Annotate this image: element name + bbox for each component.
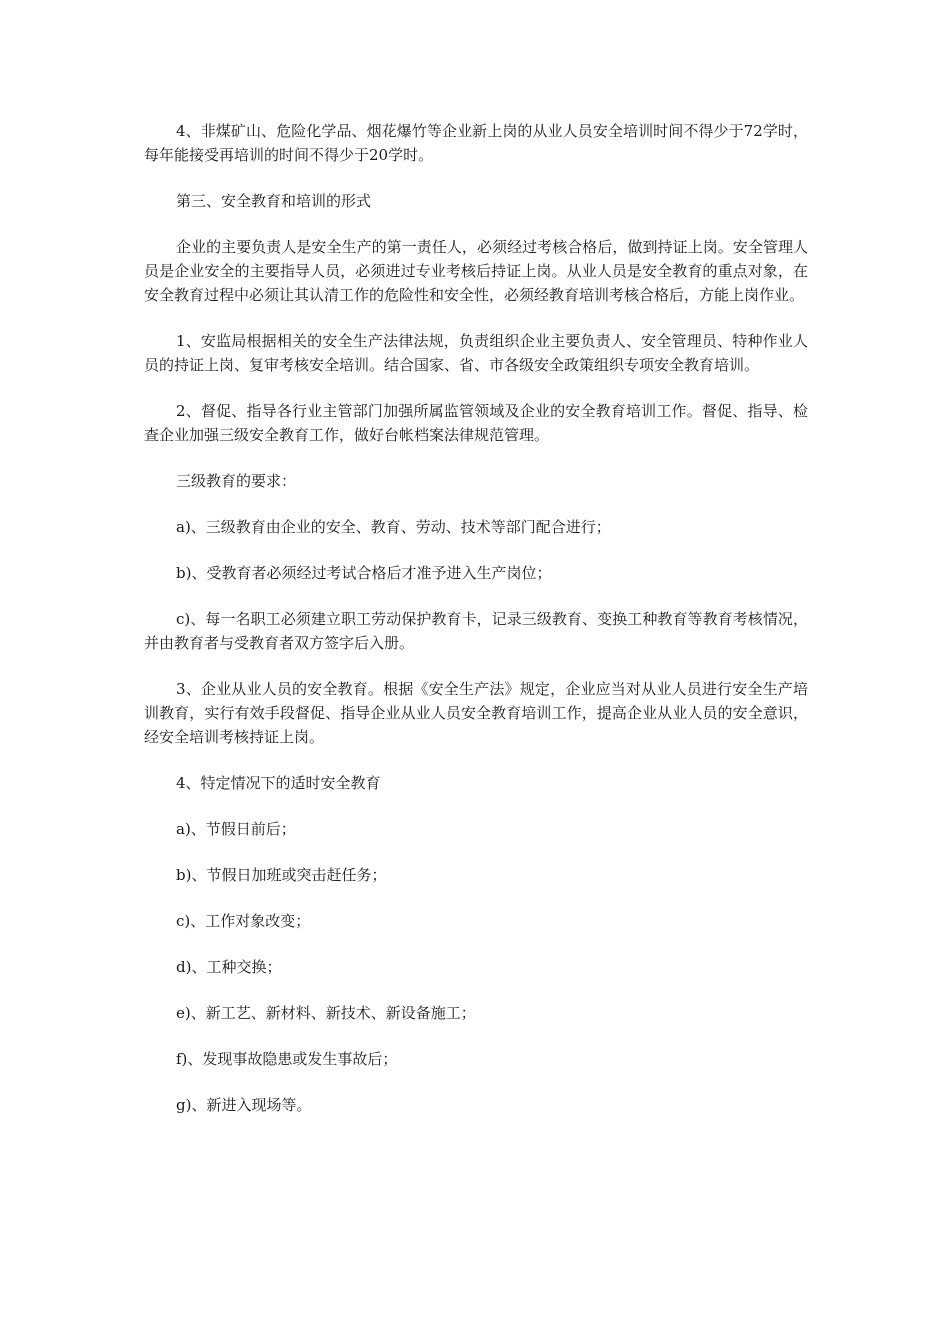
list-item-d: d)、工种交换； <box>176 958 282 976</box>
list-item-f: f)、发现事故隐患或发生事故后； <box>176 1050 398 1068</box>
list-item-a: a)、节假日前后； <box>176 820 296 838</box>
list-item-b: b)、受教育者必须经过考试合格后才准予进入生产岗位； <box>176 564 552 582</box>
list-item-c: c)、每一名职工必须建立职工劳动保护教育卡，记录三级教育、变换工种教育等教育考核情况，并由教育者与受教育者双方签字后入册。 <box>144 610 808 652</box>
list-item-e: e)、新工艺、新材料、新技术、新设备施工； <box>176 1004 476 1022</box>
paragraph-training-hours: 4、非煤矿山、危险化学品、烟花爆竹等企业新上岗的从业人员安全培训时间不得少于72学时，每年能接受再培训的时间不得少于20学时。 <box>144 122 808 164</box>
paragraph-item-1: 1、安监局根据相关的安全生产法律法规，负责组织企业主要负责人、安全管理员、特种作业人员的持证上岗、复审考核安全培训。结合国家、省、市各级安全政策组织专项安全教育培训。 <box>144 332 808 374</box>
paragraph-item-4: 4、特定情况下的适时安全教育 <box>176 774 381 792</box>
list-item-c: c)、工作对象改变； <box>176 912 311 930</box>
section-heading-training-forms: 第三、安全教育和培训的形式 <box>176 192 372 210</box>
paragraph-responsible-persons: 企业的主要负责人是安全生产的第一责任人，必须经过考核合格后，做到持证上岗。安全管理人员是企业安全的主要指导人员，必须进过专业考核后持证上岗。从业人员是安全教育的重点对象，在安全教育过程中必须让其认清工作的危险性和安全性，必须经教育培训考核合格后，方能上岗作业。 <box>144 238 808 304</box>
list-item-a: a)、三级教育由企业的安全、教育、劳动、技术等部门配合进行； <box>176 518 611 536</box>
paragraph-three-level-requirements: 三级教育的要求： <box>176 472 297 490</box>
document-page <box>144 119 808 1139</box>
paragraph-item-2: 2、督促、指导各行业主管部门加强所属监管领域及企业的安全教育培训工作。督促、指导、检查企业加强三级安全教育工作，做好台帐档案法律规范管理。 <box>144 402 808 444</box>
list-item-g: g)、新进入现场等。 <box>176 1096 312 1114</box>
paragraph-item-3: 3、企业从业人员的安全教育。根据《安全生产法》规定，企业应当对从业人员进行安全生产培训教育，实行有效手段督促、指导企业从业人员安全教育培训工作，提高企业从业人员的安全意识，经安全培训考核持证上岗。 <box>144 680 808 746</box>
list-item-b: b)、节假日加班或突击赶任务； <box>176 866 387 884</box>
